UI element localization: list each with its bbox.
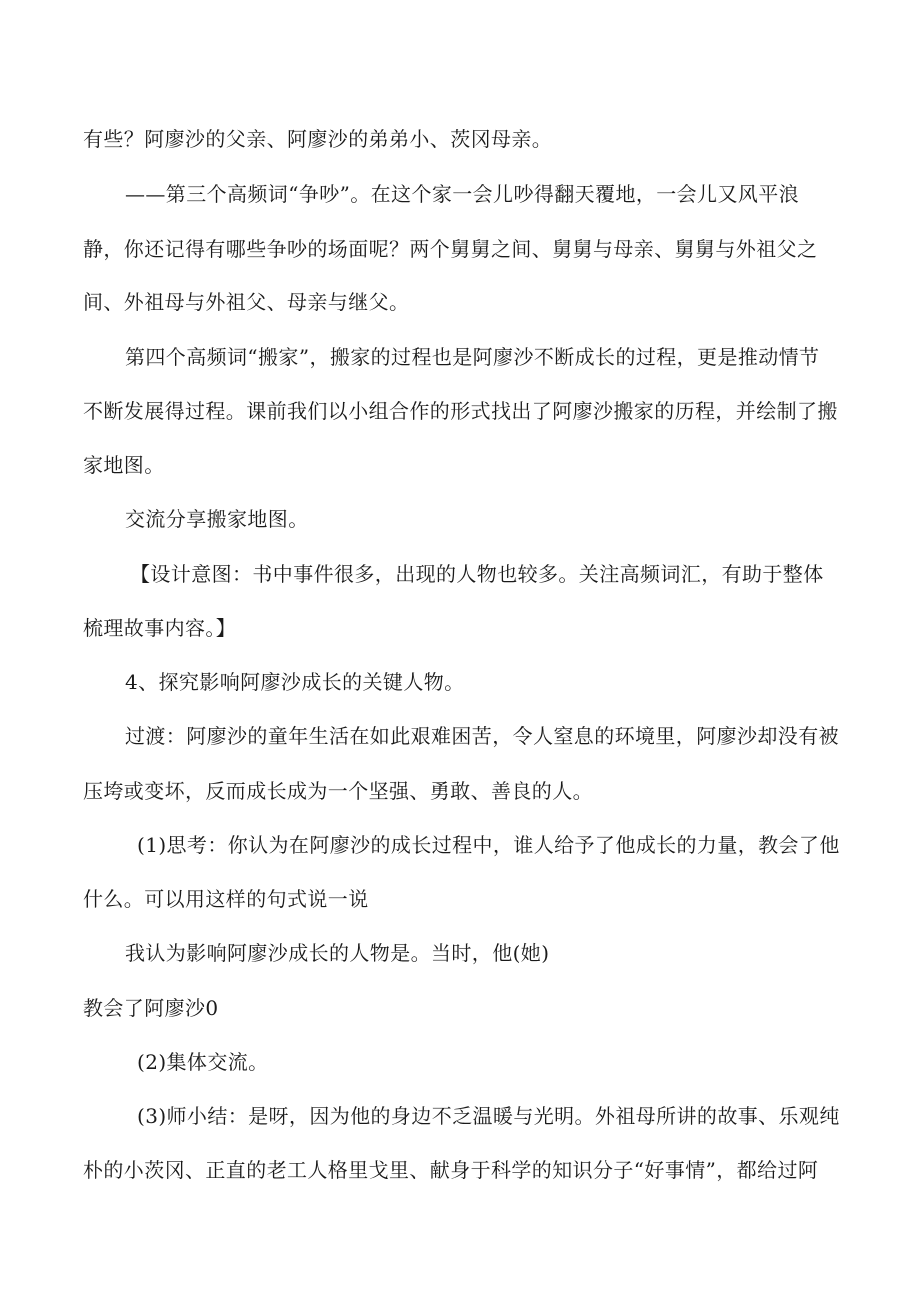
text-line: (3)师小结：是呀，因为他的身边不乏温暖与光明。外祖母所讲的故事、乐观纯: [137, 1104, 840, 1128]
text-line: 交流分享搬家地图。: [125, 507, 309, 531]
text-line: 教会了阿廖沙0: [83, 996, 219, 1020]
text-line: 静，你还记得有哪些争吵的场面呢？两个舅舅之间、舅舅与母亲、舅舅与外祖父之: [83, 237, 818, 261]
text-line: 压垮或变坏，反而成长成为一个坚强、勇敢、善良的人。: [83, 779, 593, 803]
text-line: 我认为影响阿廖沙成长的人物是。当时，他(她): [125, 941, 550, 965]
text-line: 家地图。: [83, 453, 165, 477]
text-line: 有些？阿廖沙的父亲、阿廖沙的弟弟小、茨冈母亲。: [83, 127, 553, 151]
text-line: (1)思考：你认为在阿廖沙的成长过程中，谁人给予了他成长的力量，教会了他: [137, 833, 840, 857]
text-line: 间、外祖母与外祖父、母亲与继父。: [83, 290, 410, 314]
text-line: 第四个高频词“搬家”，搬家的过程也是阿廖沙不断成长的过程，更是推动情节: [125, 345, 820, 369]
text-line: ——第三个高频词“争吵”。在这个家一会儿吵得翻天覆地，一会儿又风平浪: [125, 182, 800, 206]
text-line: 过渡：阿廖沙的童年生活在如此艰难困苦，令人窒息的环境里，阿廖沙却没有被: [125, 724, 839, 748]
text-line: 不断发展得过程。课前我们以小组合作的形式找出了阿廖沙搬家的历程，并绘制了搬: [83, 399, 838, 423]
text-line: 4、探究影响阿廖沙成长的关键人物。: [125, 670, 465, 694]
text-line: 梳理故事内容。】: [83, 616, 237, 640]
text-line: 【设计意图：书中事件很多，出现的人物也较多。关注高频词汇，有助于整体: [130, 562, 824, 586]
text-line: 什么。可以用这样的句式说一说: [83, 887, 369, 911]
text-line: (2)集体交流。: [137, 1050, 269, 1074]
text-line: 朴的小茨冈、正直的老工人格里戈里、献身于科学的知识分子“好事情”，都给过阿: [83, 1158, 819, 1182]
